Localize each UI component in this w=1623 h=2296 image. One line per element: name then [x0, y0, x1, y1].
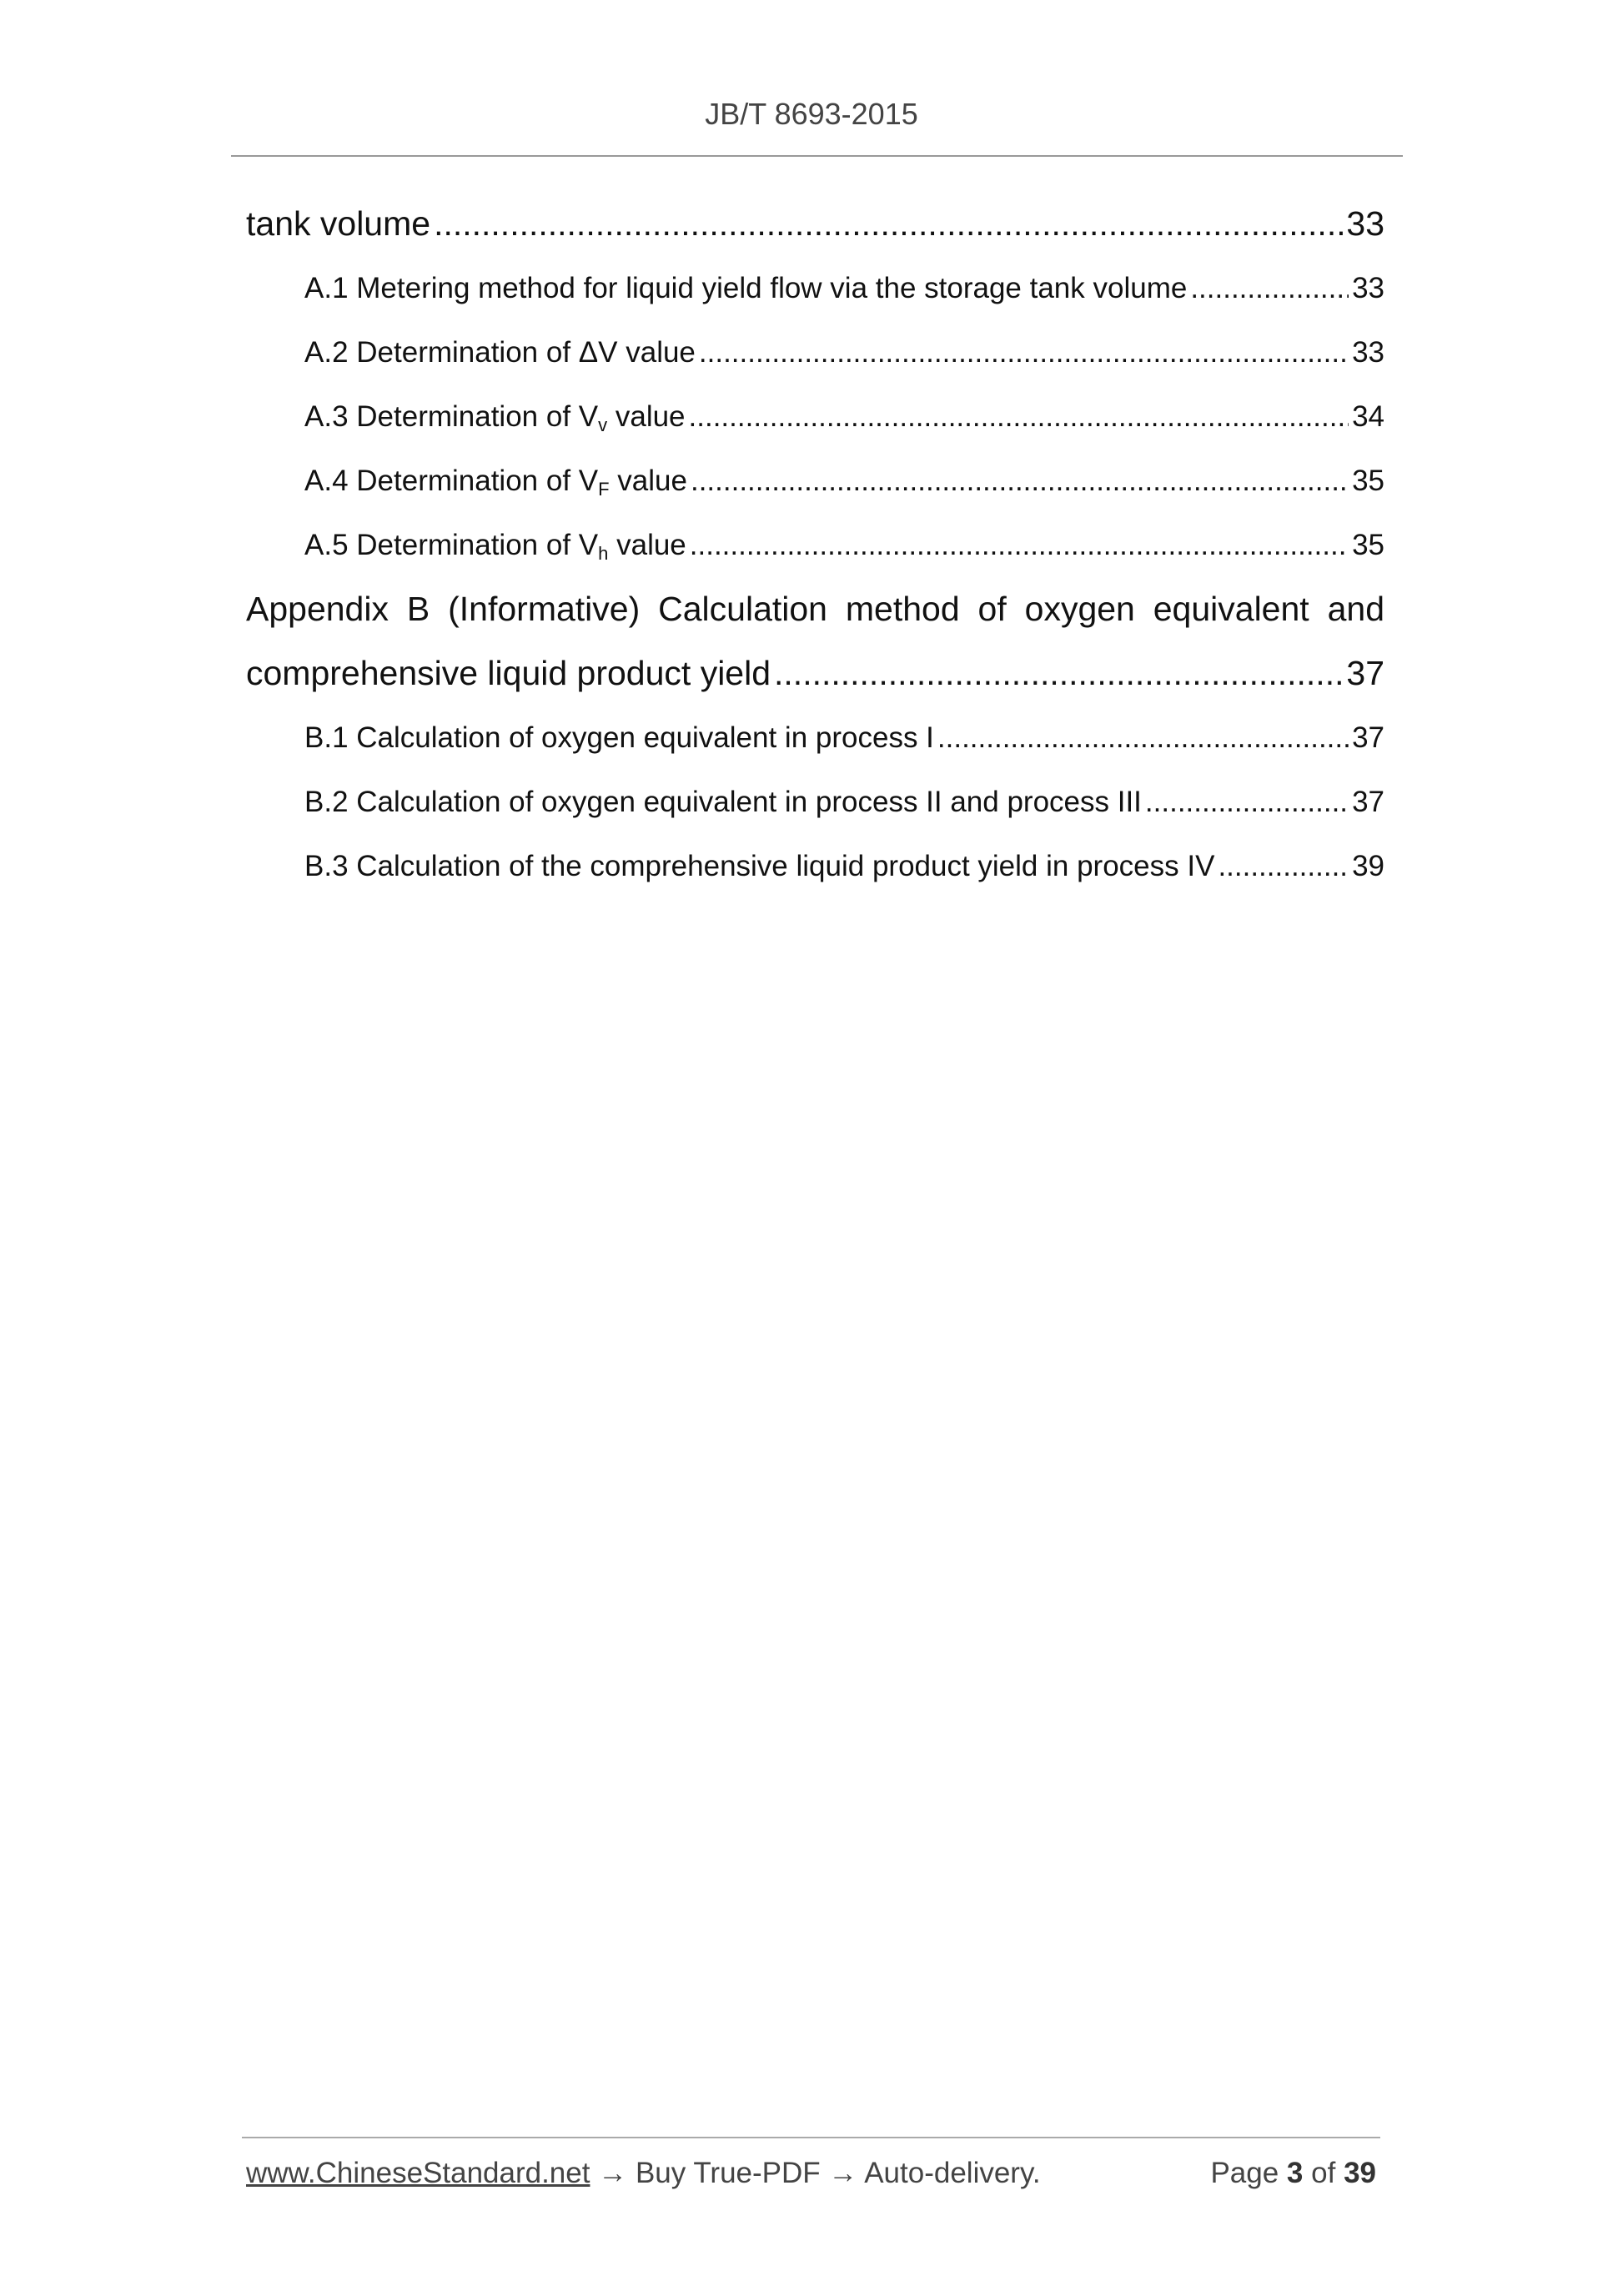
- footer-left: [246, 2157, 1041, 2190]
- toc-entry-a2[interactable]: [246, 320, 1384, 384]
- toc-entry-page: 37: [1352, 786, 1384, 818]
- toc-entry-label: [304, 513, 686, 577]
- toc-entry-b3[interactable]: [246, 834, 1384, 898]
- label-prefix: A.4 Determination of V: [304, 465, 599, 497]
- toc-entry-label: tank volume: [246, 204, 431, 243]
- page-footer: [246, 2157, 1376, 2190]
- toc-entry-page: 35: [1352, 529, 1384, 561]
- toc-entry-label: A.1 Metering method for liquid yield flow via the storage tank volume: [304, 272, 1188, 304]
- toc-entry-line2: [246, 641, 1384, 706]
- toc-entry-page: 39: [1352, 850, 1384, 882]
- toc-entry-page: 37: [1352, 721, 1384, 754]
- auto-delivery-text: Auto-delivery.: [864, 2157, 1041, 2189]
- toc-dot-leader: [690, 513, 1349, 577]
- toc-entry-tank-volume[interactable]: [246, 192, 1384, 256]
- subscript: F: [598, 479, 610, 500]
- toc-entry-page: 35: [1352, 465, 1384, 497]
- current-page-number: 3: [1286, 2157, 1304, 2189]
- toc-dot-leader: [689, 384, 1349, 449]
- toc-dot-leader: [691, 449, 1349, 513]
- toc-dot-leader: [774, 641, 1343, 706]
- toc-entry-label: [304, 449, 687, 513]
- toc-entry-label: B.3 Calculation of the comprehensive liquid product yield in process IV: [304, 850, 1215, 882]
- footer-divider: [242, 2137, 1380, 2138]
- toc-entry-page: 37: [1346, 654, 1384, 692]
- toc-dot-leader: [1145, 770, 1349, 834]
- toc-entry-page: 33: [1346, 204, 1384, 243]
- total-pages-number: 39: [1344, 2157, 1376, 2189]
- arrow-right-icon: →: [598, 2157, 628, 2189]
- header-divider: [231, 155, 1403, 157]
- label-prefix: A.5 Determination of V: [304, 529, 599, 561]
- toc-dot-leader: [1190, 256, 1349, 320]
- of-word: of: [1311, 2157, 1336, 2189]
- buy-true-pdf-text: Buy True-PDF: [635, 2157, 821, 2189]
- toc-entry-a5[interactable]: [246, 513, 1384, 577]
- toc-entry-label-line2: comprehensive liquid product yield: [246, 654, 771, 692]
- label-prefix: A.3 Determination of V: [304, 400, 599, 433]
- subscript: v: [598, 414, 608, 435]
- toc-entry-label: [304, 384, 686, 449]
- toc-entry-label-line1: Appendix B (Informative) Calculation method of oxygen equivalent and: [246, 590, 1384, 628]
- toc-dot-leader: [937, 706, 1349, 770]
- toc-dot-leader: [699, 320, 1349, 384]
- page-number-indicator: [1210, 2157, 1376, 2190]
- page-word: Page: [1210, 2157, 1279, 2189]
- toc-entry-a4[interactable]: [246, 449, 1384, 513]
- toc-entry-page: 33: [1352, 336, 1384, 369]
- toc-entry-appendix-b[interactable]: [246, 577, 1384, 706]
- toc-dot-leader: [1218, 834, 1349, 898]
- toc-entry-page: 33: [1352, 272, 1384, 304]
- document-code-header: JB/T 8693-2015: [705, 97, 918, 131]
- toc-entry-page: 34: [1352, 400, 1384, 433]
- toc-entry-a3[interactable]: [246, 384, 1384, 449]
- label-suffix: value: [609, 465, 687, 497]
- toc-entry-label: A.2 Determination of ΔV value: [304, 336, 696, 369]
- table-of-contents: [246, 192, 1384, 898]
- toc-entry-b1[interactable]: [246, 706, 1384, 770]
- website-link[interactable]: www.ChineseStandard.net: [246, 2157, 590, 2189]
- label-suffix: value: [608, 529, 686, 561]
- toc-entry-label: B.1 Calculation of oxygen equivalent in process I: [304, 721, 934, 754]
- arrow-right-icon: →: [828, 2157, 858, 2189]
- toc-entry-label: B.2 Calculation of oxygen equivalent in process II and process III: [304, 786, 1142, 818]
- label-suffix: value: [607, 400, 686, 433]
- toc-dot-leader: [434, 192, 1343, 256]
- toc-entry-b2[interactable]: [246, 770, 1384, 834]
- toc-entry-a1[interactable]: [246, 256, 1384, 320]
- subscript: h: [598, 543, 609, 564]
